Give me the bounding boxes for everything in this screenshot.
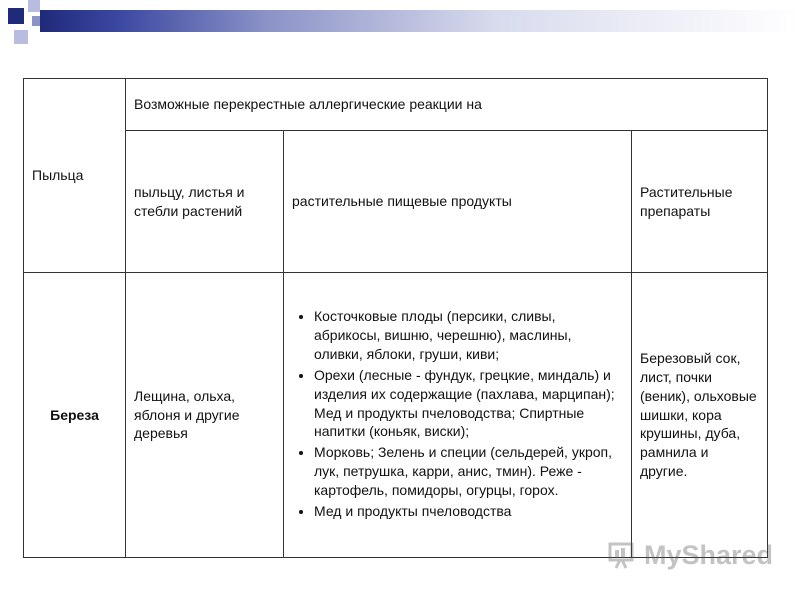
header-preparations: Растительные препараты bbox=[632, 131, 768, 273]
header-pollen: Пыльца bbox=[24, 79, 126, 273]
header-food: растительные пищевые продукты bbox=[284, 131, 632, 273]
row-pollen-birch: Береза bbox=[24, 273, 126, 558]
watermark-text: MyShared bbox=[644, 539, 774, 570]
header-pollen-leaves: пыльцу, листья и стебли растений bbox=[126, 131, 284, 273]
row-preparations: Березовый сок, лист, почки (веник), ольховые шишки, кора крушины, дуба, рамнила и другие. bbox=[632, 273, 768, 558]
header-cross-reactions: Возможные перекрестные аллергические реакции на bbox=[126, 79, 768, 131]
row-pollen-leaves: Лещина, ольха, яблоня и другие деревья bbox=[126, 273, 284, 558]
presentation-icon bbox=[608, 540, 640, 570]
food-list-item: • Орехи (лесные - фундук, грецкие, миндаль) и изделия их содержащие (пахлава, марципан); Мед и продукты пчеловодства; Спиртные напитки (коньяк, виски); bbox=[314, 366, 623, 442]
decorative-header-bar bbox=[40, 10, 800, 32]
food-list-item: • Мед и продукты пчеловодства bbox=[314, 502, 623, 521]
food-list-item: • Морковь; Зелень и специи (сельдерей, укроп, лук, петрушка, карри, анис, тмин). Реже - картофель, помидоры, огурцы, горох. bbox=[314, 443, 623, 500]
watermark bbox=[608, 538, 773, 572]
table-row bbox=[24, 273, 768, 558]
food-list-item: • Косточковые плоды (персики, сливы, абрикосы, вишню, черешню), маслины, оливки, яблоки, груши, киви; bbox=[314, 307, 623, 364]
allergy-cross-reaction-table bbox=[23, 78, 768, 558]
row-food bbox=[284, 273, 632, 558]
food-list bbox=[292, 307, 623, 521]
